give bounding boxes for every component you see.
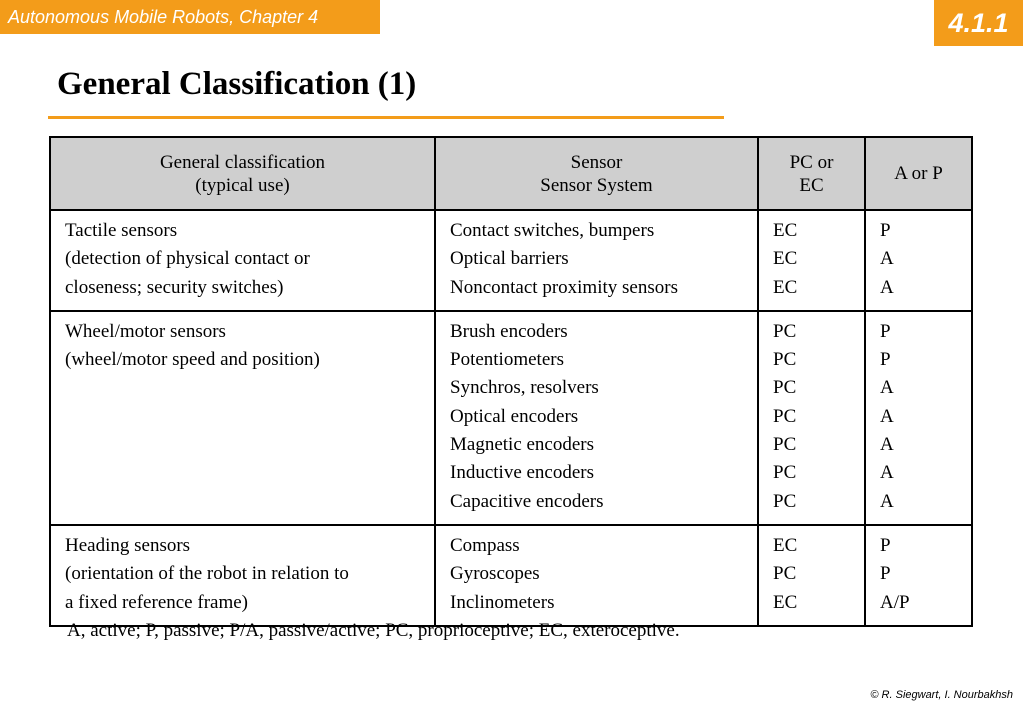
cell-line: A [880, 462, 894, 484]
cell-line: PC [773, 462, 797, 484]
cell-line: Capacitive encoders [450, 490, 604, 512]
sensor-cell [435, 311, 758, 525]
cell-line: PC [773, 349, 797, 371]
title-underline [48, 116, 724, 119]
cell-line: Brush encoders [450, 320, 568, 342]
header-classification [50, 137, 435, 210]
section-number: 4.1.1 [934, 0, 1023, 46]
cell-line: (wheel/motor speed and position) [65, 349, 320, 371]
cell-line: Wheel/motor sensors [65, 320, 226, 342]
sensor-classification-table-wrap [49, 136, 973, 627]
a-p-cell [865, 311, 972, 525]
header-line: Sensor [570, 151, 623, 173]
header-line: PC or [789, 151, 834, 173]
cell-line: PC [773, 434, 797, 456]
sensor-cell [435, 210, 758, 311]
cell-line: PC [773, 563, 797, 585]
cell-line: closeness; security switches) [65, 276, 284, 298]
header-line: (typical use) [195, 174, 290, 196]
page-title: General Classification (1) [57, 66, 417, 102]
cell-line: A [880, 405, 894, 427]
classification-cell [50, 525, 435, 626]
cell-line: Magnetic encoders [450, 434, 595, 456]
cell-line: Noncontact proximity sensors [450, 276, 678, 298]
cell-line: Potentiometers [450, 349, 564, 371]
cell-line: EC [773, 534, 798, 556]
cell-line: (detection of physical contact or [65, 248, 310, 270]
header-a-p [865, 137, 972, 210]
table-header-row [50, 137, 972, 210]
cell-line: EC [773, 276, 798, 298]
cell-line: A [880, 377, 894, 399]
sensor-classification-table [49, 136, 973, 627]
pc-ec-cell [758, 311, 865, 525]
cell-line: Contact switches, bumpers [450, 220, 655, 241]
cell-line: Inclinometers [450, 591, 555, 613]
pc-ec-cell [758, 525, 865, 626]
header-line: Sensor System [540, 174, 653, 196]
cell-line: EC [773, 220, 798, 241]
cell-line: (orientation of the robot in relation to [65, 563, 349, 585]
header-line: EC [799, 174, 824, 196]
pc-ec-cell [758, 210, 865, 311]
cell-line: P [880, 563, 891, 585]
cell-line: a fixed reference frame) [65, 591, 248, 613]
table-row [50, 311, 972, 525]
cell-line: PC [773, 320, 797, 342]
cell-line: EC [773, 591, 798, 613]
cell-line: Optical barriers [450, 248, 569, 270]
cell-line: A [880, 490, 894, 512]
cell-line: A [880, 276, 894, 298]
cell-line: Compass [450, 534, 520, 556]
header-line: General classification [159, 151, 326, 173]
table-footnote: A, active; P, passive; P/A, passive/active; PC, proprioceptive; EC, exteroceptive. [67, 620, 680, 641]
cell-line: A/P [880, 591, 910, 613]
cell-line: A [880, 434, 894, 456]
cell-line: PC [773, 405, 797, 427]
cell-line: Optical encoders [450, 405, 579, 427]
cell-line: Tactile sensors [65, 220, 178, 241]
cell-line: P [880, 320, 891, 342]
header-pc-ec [758, 137, 865, 210]
cell-line: PC [773, 377, 797, 399]
table-row [50, 525, 972, 626]
cell-line: P [880, 220, 891, 241]
cell-line: P [880, 349, 891, 371]
cell-line: Heading sensors [65, 534, 191, 556]
header-sensor [435, 137, 758, 210]
cell-line: Synchros, resolvers [450, 377, 599, 399]
course-header: Autonomous Mobile Robots, Chapter 4 [0, 0, 380, 34]
copyright-notice: © R. Siegwart, I. Nourbakhsh [870, 689, 1013, 701]
header-line: A or P [894, 163, 943, 184]
cell-line: A [880, 248, 894, 270]
sensor-cell [435, 525, 758, 626]
cell-line: Inductive encoders [450, 462, 595, 484]
cell-line: P [880, 534, 891, 556]
cell-line: EC [773, 248, 798, 270]
classification-cell [50, 311, 435, 525]
cell-line: Gyroscopes [450, 563, 540, 585]
cell-line: PC [773, 490, 797, 512]
classification-cell [50, 210, 435, 311]
table-row [50, 210, 972, 311]
a-p-cell [865, 525, 972, 626]
a-p-cell [865, 210, 972, 311]
